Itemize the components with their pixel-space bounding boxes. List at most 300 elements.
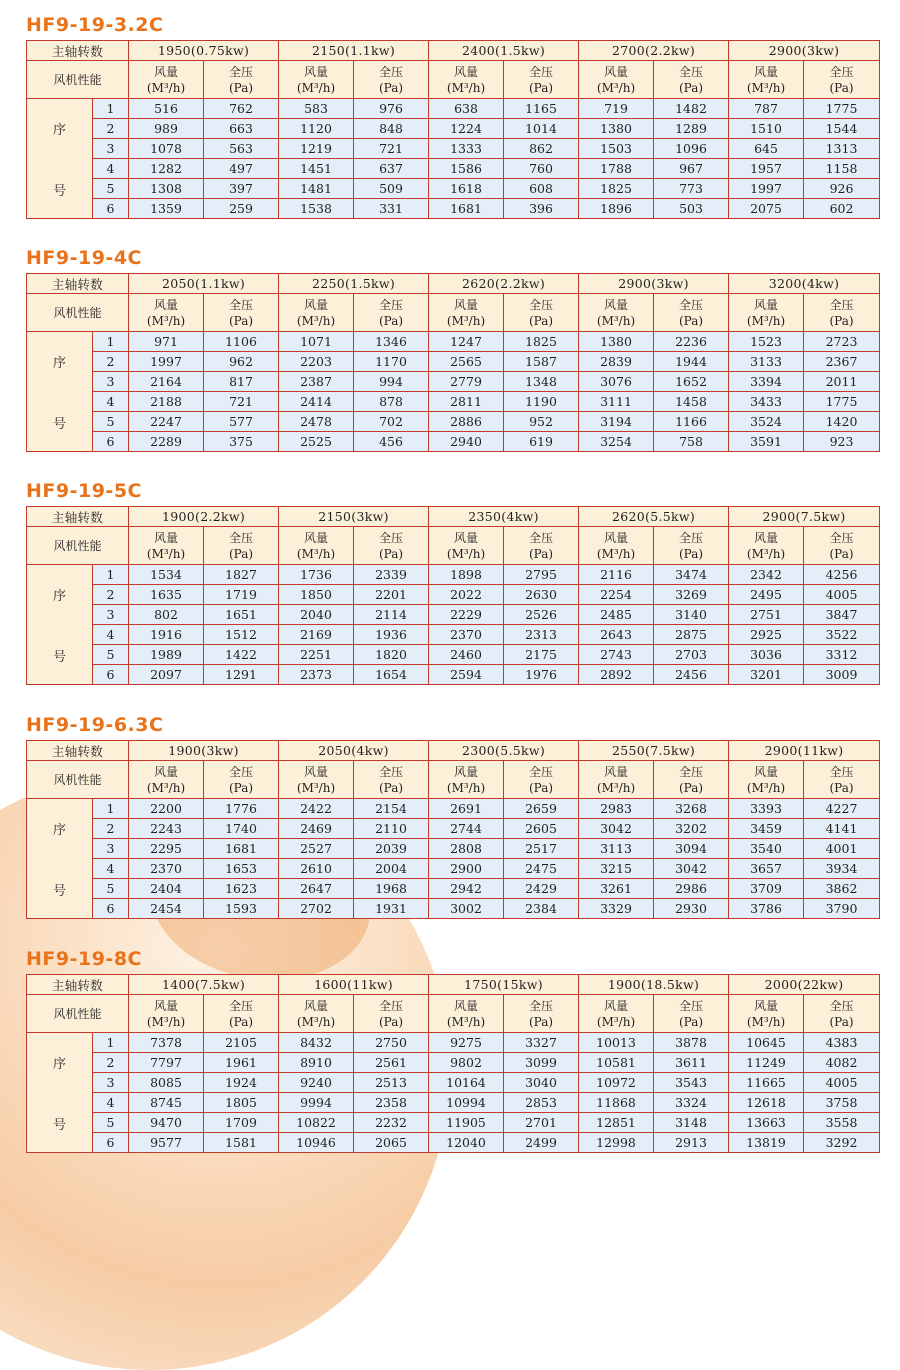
pressure-value: 1458 [654, 392, 729, 412]
pressure-column-header [654, 995, 729, 1033]
pressure-value: 503 [654, 199, 729, 219]
pressure-column-header [804, 995, 880, 1033]
pressure-value: 762 [204, 99, 279, 119]
pressure-header-unit: (Pa) [678, 313, 704, 328]
row-number: 4 [93, 859, 129, 879]
flow-value: 1534 [129, 565, 204, 585]
flow-value: 1788 [579, 159, 654, 179]
pressure-value: 2367 [804, 352, 880, 372]
pressure-value: 1420 [804, 412, 880, 432]
flow-value: 3591 [729, 432, 804, 452]
pressure-value: 563 [204, 139, 279, 159]
flow-value: 2925 [729, 625, 804, 645]
table-row [27, 1093, 880, 1113]
sequence-label [27, 332, 93, 452]
pressure-value: 1652 [654, 372, 729, 392]
pressure-header-name: 全压 [529, 297, 554, 312]
flow-column-header [429, 61, 504, 99]
flow-value: 1481 [279, 179, 354, 199]
flow-value: 2940 [429, 432, 504, 452]
flow-value: 2839 [579, 352, 654, 372]
pressure-value: 1740 [204, 819, 279, 839]
speed-header: 2250(1.5kw) [279, 274, 429, 294]
flow-value: 9240 [279, 1073, 354, 1093]
flow-value: 2164 [129, 372, 204, 392]
pressure-value: 577 [204, 412, 279, 432]
pressure-value: 3543 [654, 1073, 729, 1093]
flow-value: 1896 [579, 199, 654, 219]
flow-value: 1120 [279, 119, 354, 139]
pressure-value: 2313 [504, 625, 579, 645]
flow-value: 2751 [729, 605, 804, 625]
fan-model-section [26, 478, 876, 685]
pressure-value: 2358 [354, 1093, 429, 1113]
pressure-value: 1014 [504, 119, 579, 139]
sequence-label-top: 序 [52, 355, 66, 371]
row-number: 2 [93, 352, 129, 372]
pressure-value: 509 [354, 179, 429, 199]
flow-value: 1825 [579, 179, 654, 199]
speed-header: 2050(4kw) [279, 741, 429, 761]
performance-table [26, 273, 880, 452]
pressure-value: 3758 [804, 1093, 880, 1113]
fan-model-section [26, 712, 876, 919]
pressure-column-header [504, 61, 579, 99]
flow-header-name: 风量 [604, 297, 629, 312]
pressure-value: 2986 [654, 879, 729, 899]
pressure-value: 2201 [354, 585, 429, 605]
flow-value: 2203 [279, 352, 354, 372]
flow-header-unit: (M³/h) [746, 80, 786, 95]
pressure-value: 967 [654, 159, 729, 179]
table-row [27, 625, 880, 645]
pressure-header-unit: (Pa) [678, 780, 704, 795]
row-number: 1 [93, 332, 129, 352]
table-row [27, 119, 880, 139]
pressure-column-header [654, 61, 729, 99]
model-title: HF9-19-3.2C [26, 14, 164, 36]
flow-value: 2188 [129, 392, 204, 412]
pressure-value: 2154 [354, 799, 429, 819]
flow-header-unit: (M³/h) [146, 780, 186, 795]
pressure-value: 4141 [804, 819, 880, 839]
pressure-value: 1346 [354, 332, 429, 352]
flow-value: 2169 [279, 625, 354, 645]
flow-header-name: 风量 [304, 297, 329, 312]
pressure-value: 2795 [504, 565, 579, 585]
table-row [27, 1073, 880, 1093]
pressure-value: 3611 [654, 1053, 729, 1073]
performance-label: 风机性能 [27, 761, 129, 799]
pressure-value: 4082 [804, 1053, 880, 1073]
flow-header-name: 风量 [154, 297, 179, 312]
flow-value: 1308 [129, 179, 204, 199]
pressure-value: 3558 [804, 1113, 880, 1133]
flow-column-header [279, 294, 354, 332]
pressure-header-unit: (Pa) [829, 313, 854, 328]
pressure-value: 2105 [204, 1033, 279, 1053]
pressure-value: 3327 [504, 1033, 579, 1053]
pressure-column-header [354, 61, 429, 99]
pressure-value: 1944 [654, 352, 729, 372]
pressure-header-unit: (Pa) [829, 546, 854, 561]
flow-value: 1997 [729, 179, 804, 199]
pressure-value: 1924 [204, 1073, 279, 1093]
table-row [27, 565, 880, 585]
flow-value: 9994 [279, 1093, 354, 1113]
pressure-header-unit: (Pa) [378, 1014, 404, 1029]
row-number: 3 [93, 605, 129, 625]
pressure-header-unit: (Pa) [228, 313, 254, 328]
table-row [27, 645, 880, 665]
sequence-label-bottom: 号 [52, 1117, 66, 1133]
flow-value: 1635 [129, 585, 204, 605]
pressure-header-unit: (Pa) [228, 780, 254, 795]
speed-header: 2350(4kw) [429, 507, 579, 527]
flow-header-name: 风量 [304, 64, 329, 79]
flow-value: 2469 [279, 819, 354, 839]
performance-label: 风机性能 [27, 527, 129, 565]
pressure-value: 3324 [654, 1093, 729, 1113]
flow-value: 989 [129, 119, 204, 139]
table-row [27, 1133, 880, 1153]
flow-header-unit: (M³/h) [746, 313, 786, 328]
flow-header-unit: (M³/h) [446, 313, 486, 328]
flow-column-header [279, 61, 354, 99]
speed-header: 1750(15kw) [429, 975, 579, 995]
pressure-header-unit: (Pa) [528, 546, 554, 561]
flow-column-header [129, 995, 204, 1033]
pressure-value: 1827 [204, 565, 279, 585]
flow-value: 3113 [579, 839, 654, 859]
performance-table [26, 740, 880, 919]
flow-value: 2342 [729, 565, 804, 585]
pressure-column-header [354, 527, 429, 565]
pressure-value: 976 [354, 99, 429, 119]
table-row [27, 665, 880, 685]
flow-value: 3002 [429, 899, 504, 919]
flow-value: 12040 [429, 1133, 504, 1153]
pressure-header-unit: (Pa) [678, 80, 704, 95]
speed-header: 2700(2.2kw) [579, 41, 729, 61]
row-number: 3 [93, 1073, 129, 1093]
pressure-header-name: 全压 [529, 998, 554, 1013]
row-number: 1 [93, 99, 129, 119]
pressure-value: 497 [204, 159, 279, 179]
speed-label: 主轴转数 [27, 274, 129, 294]
flow-value: 3786 [729, 899, 804, 919]
pressure-value: 331 [354, 199, 429, 219]
flow-value: 1224 [429, 119, 504, 139]
flow-column-header [729, 761, 804, 799]
flow-value: 1380 [579, 119, 654, 139]
flow-header-unit: (M³/h) [146, 80, 186, 95]
pressure-value: 2065 [354, 1133, 429, 1153]
flow-value: 2387 [279, 372, 354, 392]
speed-header: 2550(7.5kw) [579, 741, 729, 761]
flow-value: 2565 [429, 352, 504, 372]
sequence-label [27, 1033, 93, 1153]
pressure-header-name: 全压 [229, 64, 254, 79]
flow-header-name: 风量 [304, 764, 329, 779]
flow-value: 2892 [579, 665, 654, 685]
pressure-value: 2723 [804, 332, 880, 352]
table-row [27, 99, 880, 119]
flow-value: 2744 [429, 819, 504, 839]
flow-header-unit: (M³/h) [446, 546, 486, 561]
pressure-value: 1482 [654, 99, 729, 119]
flow-value: 2022 [429, 585, 504, 605]
pressure-value: 2659 [504, 799, 579, 819]
pressure-value: 3862 [804, 879, 880, 899]
flow-header-name: 风量 [454, 530, 479, 545]
pressure-value: 1512 [204, 625, 279, 645]
pressure-column-header [504, 527, 579, 565]
model-title: HF9-19-5C [26, 480, 142, 502]
pressure-value: 2750 [354, 1033, 429, 1053]
fan-model-section [26, 12, 876, 219]
table-row [27, 605, 880, 625]
pressure-value: 3312 [804, 645, 880, 665]
pressure-header-unit: (Pa) [228, 80, 254, 95]
pressure-value: 2630 [504, 585, 579, 605]
table-row [27, 392, 880, 412]
pressure-header-unit: (Pa) [228, 1014, 254, 1029]
pressure-value: 1961 [204, 1053, 279, 1073]
pressure-value: 862 [504, 139, 579, 159]
pressure-column-header [504, 294, 579, 332]
pressure-value: 3040 [504, 1073, 579, 1093]
performance-label: 风机性能 [27, 294, 129, 332]
pressure-value: 2339 [354, 565, 429, 585]
flow-value: 2643 [579, 625, 654, 645]
speed-header: 2000(22kw) [729, 975, 880, 995]
flow-value: 8432 [279, 1033, 354, 1053]
flow-header-name: 风量 [154, 530, 179, 545]
pressure-header-name: 全压 [829, 297, 854, 312]
pressure-value: 259 [204, 199, 279, 219]
flow-value: 1736 [279, 565, 354, 585]
pressure-value: 817 [204, 372, 279, 392]
pressure-header-name: 全压 [379, 998, 404, 1013]
flow-header-unit: (M³/h) [296, 313, 336, 328]
row-number: 5 [93, 412, 129, 432]
flow-value: 1247 [429, 332, 504, 352]
flow-header-name: 风量 [754, 64, 779, 79]
row-number: 3 [93, 372, 129, 392]
flow-value: 2040 [279, 605, 354, 625]
row-number: 5 [93, 179, 129, 199]
pressure-header-unit: (Pa) [228, 546, 254, 561]
flow-value: 2414 [279, 392, 354, 412]
flow-value: 2422 [279, 799, 354, 819]
pressure-value: 2456 [654, 665, 729, 685]
flow-value: 3329 [579, 899, 654, 919]
flow-header-name: 风量 [454, 998, 479, 1013]
pressure-header-unit: (Pa) [528, 1014, 554, 1029]
pressure-value: 396 [504, 199, 579, 219]
flow-header-name: 风量 [754, 297, 779, 312]
flow-column-header [429, 527, 504, 565]
flow-value: 2075 [729, 199, 804, 219]
pressure-value: 1681 [204, 839, 279, 859]
pressure-value: 2384 [504, 899, 579, 919]
speed-header: 3200(4kw) [729, 274, 880, 294]
flow-value: 645 [729, 139, 804, 159]
row-number: 1 [93, 565, 129, 585]
row-number: 3 [93, 839, 129, 859]
pressure-value: 994 [354, 372, 429, 392]
flow-value: 1359 [129, 199, 204, 219]
pressure-value: 2513 [354, 1073, 429, 1093]
speed-header: 2300(5.5kw) [429, 741, 579, 761]
flow-header-name: 风量 [754, 764, 779, 779]
flow-column-header [579, 761, 654, 799]
pressure-header-name: 全压 [229, 530, 254, 545]
pressure-value: 2517 [504, 839, 579, 859]
flow-value: 2373 [279, 665, 354, 685]
pressure-value: 1775 [804, 392, 880, 412]
pressure-column-header [654, 294, 729, 332]
flow-header-unit: (M³/h) [596, 780, 636, 795]
flow-value: 3111 [579, 392, 654, 412]
flow-value: 2229 [429, 605, 504, 625]
flow-value: 10972 [579, 1073, 654, 1093]
fan-model-section [26, 245, 876, 452]
row-number: 2 [93, 585, 129, 605]
pressure-value: 4227 [804, 799, 880, 819]
pressure-value: 4001 [804, 839, 880, 859]
model-title: HF9-19-6.3C [26, 714, 164, 736]
pressure-column-header [804, 61, 880, 99]
flow-header-name: 风量 [604, 64, 629, 79]
row-number: 3 [93, 139, 129, 159]
flow-value: 13663 [729, 1113, 804, 1133]
pressure-value: 1587 [504, 352, 579, 372]
pressure-value: 1166 [654, 412, 729, 432]
pressure-value: 1976 [504, 665, 579, 685]
table-row [27, 819, 880, 839]
flow-value: 13819 [729, 1133, 804, 1153]
pressure-value: 878 [354, 392, 429, 412]
pressure-value: 4256 [804, 565, 880, 585]
table-row [27, 179, 880, 199]
row-number: 2 [93, 819, 129, 839]
pressure-value: 3292 [804, 1133, 880, 1153]
speed-label: 主轴转数 [27, 507, 129, 527]
flow-value: 787 [729, 99, 804, 119]
speed-label: 主轴转数 [27, 975, 129, 995]
flow-value: 1916 [129, 625, 204, 645]
row-number: 4 [93, 1093, 129, 1113]
flow-column-header [579, 995, 654, 1033]
flow-header-name: 风量 [754, 530, 779, 545]
pressure-value: 1931 [354, 899, 429, 919]
flow-value: 3261 [579, 879, 654, 899]
flow-value: 8745 [129, 1093, 204, 1113]
flow-header-unit: (M³/h) [746, 546, 786, 561]
flow-value: 2251 [279, 645, 354, 665]
pressure-value: 1170 [354, 352, 429, 372]
flow-column-header [129, 527, 204, 565]
flow-value: 10822 [279, 1113, 354, 1133]
flow-header-unit: (M³/h) [596, 546, 636, 561]
pressure-header-name: 全压 [229, 764, 254, 779]
pressure-value: 1654 [354, 665, 429, 685]
flow-value: 7378 [129, 1033, 204, 1053]
pressure-header-unit: (Pa) [528, 80, 554, 95]
flow-value: 11905 [429, 1113, 504, 1133]
flow-column-header [579, 527, 654, 565]
flow-value: 3254 [579, 432, 654, 452]
pressure-value: 2039 [354, 839, 429, 859]
table-row [27, 332, 880, 352]
flow-value: 2900 [429, 859, 504, 879]
pressure-value: 375 [204, 432, 279, 452]
pressure-value: 3140 [654, 605, 729, 625]
flow-value: 1078 [129, 139, 204, 159]
pressure-value: 1805 [204, 1093, 279, 1113]
flow-column-header [729, 527, 804, 565]
flow-value: 2702 [279, 899, 354, 919]
pressure-column-header [804, 761, 880, 799]
flow-value: 2525 [279, 432, 354, 452]
pressure-value: 1581 [204, 1133, 279, 1153]
flow-value: 3036 [729, 645, 804, 665]
row-number: 2 [93, 119, 129, 139]
pressure-value: 1106 [204, 332, 279, 352]
flow-value: 2886 [429, 412, 504, 432]
row-number: 5 [93, 1113, 129, 1133]
row-number: 6 [93, 432, 129, 452]
flow-value: 9275 [429, 1033, 504, 1053]
pressure-value: 2236 [654, 332, 729, 352]
pressure-header-name: 全压 [379, 530, 404, 545]
pressure-value: 602 [804, 199, 880, 219]
flow-value: 12998 [579, 1133, 654, 1153]
flow-value: 10645 [729, 1033, 804, 1053]
pressure-header-unit: (Pa) [829, 1014, 854, 1029]
table-row [27, 159, 880, 179]
flow-value: 638 [429, 99, 504, 119]
speed-header: 1950(0.75kw) [129, 41, 279, 61]
pressure-header-name: 全压 [829, 764, 854, 779]
flow-header-name: 风量 [604, 998, 629, 1013]
table-row [27, 432, 880, 452]
pressure-value: 1348 [504, 372, 579, 392]
flow-value: 2610 [279, 859, 354, 879]
flow-value: 2404 [129, 879, 204, 899]
flow-value: 3194 [579, 412, 654, 432]
pressure-column-header [804, 527, 880, 565]
sequence-label-top: 序 [52, 588, 66, 604]
flow-header-name: 风量 [604, 530, 629, 545]
flow-value: 9577 [129, 1133, 204, 1153]
performance-table [26, 506, 880, 685]
pressure-value: 1968 [354, 879, 429, 899]
pressure-value: 3934 [804, 859, 880, 879]
flow-value: 2200 [129, 799, 204, 819]
flow-value: 802 [129, 605, 204, 625]
flow-header-name: 风量 [454, 297, 479, 312]
pressure-header-name: 全压 [379, 764, 404, 779]
table-row [27, 585, 880, 605]
flow-value: 2647 [279, 879, 354, 899]
flow-column-header [129, 61, 204, 99]
performance-table [26, 974, 880, 1153]
flow-value: 2370 [129, 859, 204, 879]
flow-value: 8910 [279, 1053, 354, 1073]
